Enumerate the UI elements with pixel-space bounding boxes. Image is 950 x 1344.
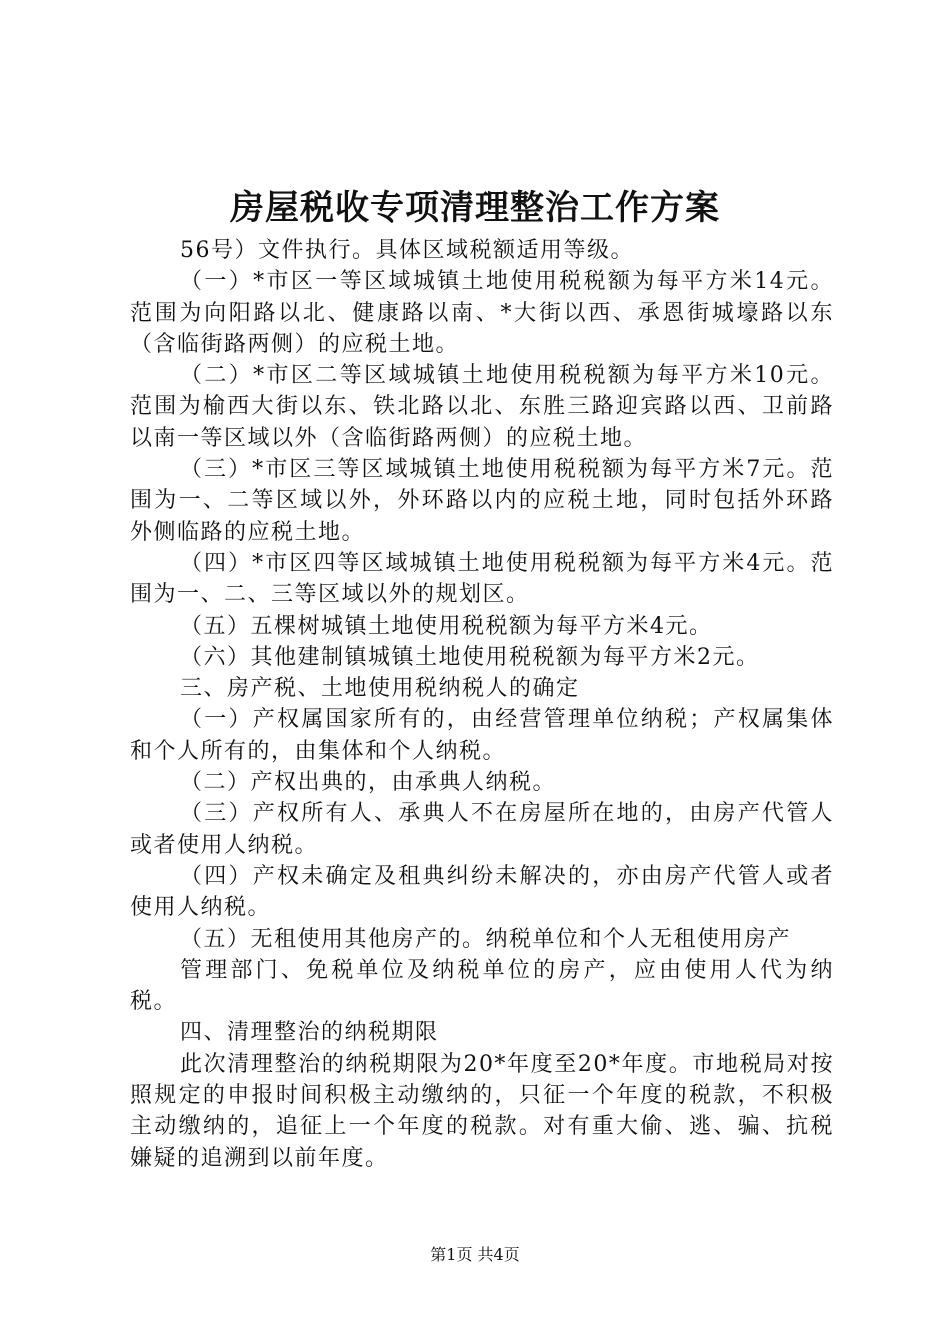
paragraph: （五）五棵树城镇土地使用税税额为每平方米4元。: [180, 613, 713, 639]
paragraph: 四、清理整治的纳税期限: [180, 1020, 439, 1046]
paragraph: （四）*市区四等区域城镇土地使用税税额为每平方米4元。范围为一、二、三等区域以外的规划区。: [130, 550, 834, 608]
document-body: [130, 235, 834, 1174]
paragraph: （六）其他建制镇城镇土地使用税税额为每平方米2元。: [180, 644, 760, 670]
paragraph: （一）*市区一等区域城镇土地使用税税额为每平方米14元。范围为向阳路以北、健康路以南、*大街以西、承恩街城壕路以东（含临街路两侧）的应税土地。: [130, 269, 834, 357]
paragraph: 三、房产税、土地使用税纳税人的确定: [180, 676, 580, 702]
paragraph: （五）无租使用其他房产的。纳税单位和个人无租使用房产: [180, 926, 792, 952]
paragraph: （四）产权未确定及租典纠纷未解决的，亦由房产代管人或者使用人纳税。: [130, 863, 834, 921]
paragraph: 管理部门、免税单位及纳税单位的房产，应由使用人代为纳税。: [130, 957, 834, 1015]
paragraph: 此次清理整治的纳税期限为20*年度至20*年度。市地税局对按照规定的申报时间积极主动缴纳的，只征一个年度的税款，不积极主动缴纳的，追征上一个年度的税款。对有重大偷、逃、骗、抗税嫌疑的追溯到以前年度。: [130, 1051, 834, 1171]
paragraph: （一）产权属国家所有的，由经营管理单位纳税；产权属集体和个人所有的，由集体和个人纳税。: [130, 707, 834, 764]
paragraph: 56号）文件执行。具体区域税额适用等级。: [180, 238, 634, 263]
paragraph: （三）*市区三等区域城镇土地使用税税额为每平方米7元。范围为一、二等区域以外，外环路以内的应税土地，同时包括外环路外侧临路的应税土地。: [130, 457, 834, 545]
page-footer: 第1页 共4页: [430, 1245, 520, 1264]
paragraph: （三）产权所有人、承典人不在房屋所在地的，由房产代管人或者使用人纳税。: [130, 801, 834, 858]
paragraph: （二）*市区二等区域城镇土地使用税税额为每平方米10元。范围为榆西大街以东、铁北路以北、东胜三路迎宾路以西、卫前路以南一等区域以外（含临街路两侧）的应税土地。: [130, 363, 834, 451]
page-title: 房屋税收专项清理整治工作方案: [230, 188, 720, 228]
paragraph: （二）产权出典的，由承典人纳税。: [180, 770, 557, 796]
